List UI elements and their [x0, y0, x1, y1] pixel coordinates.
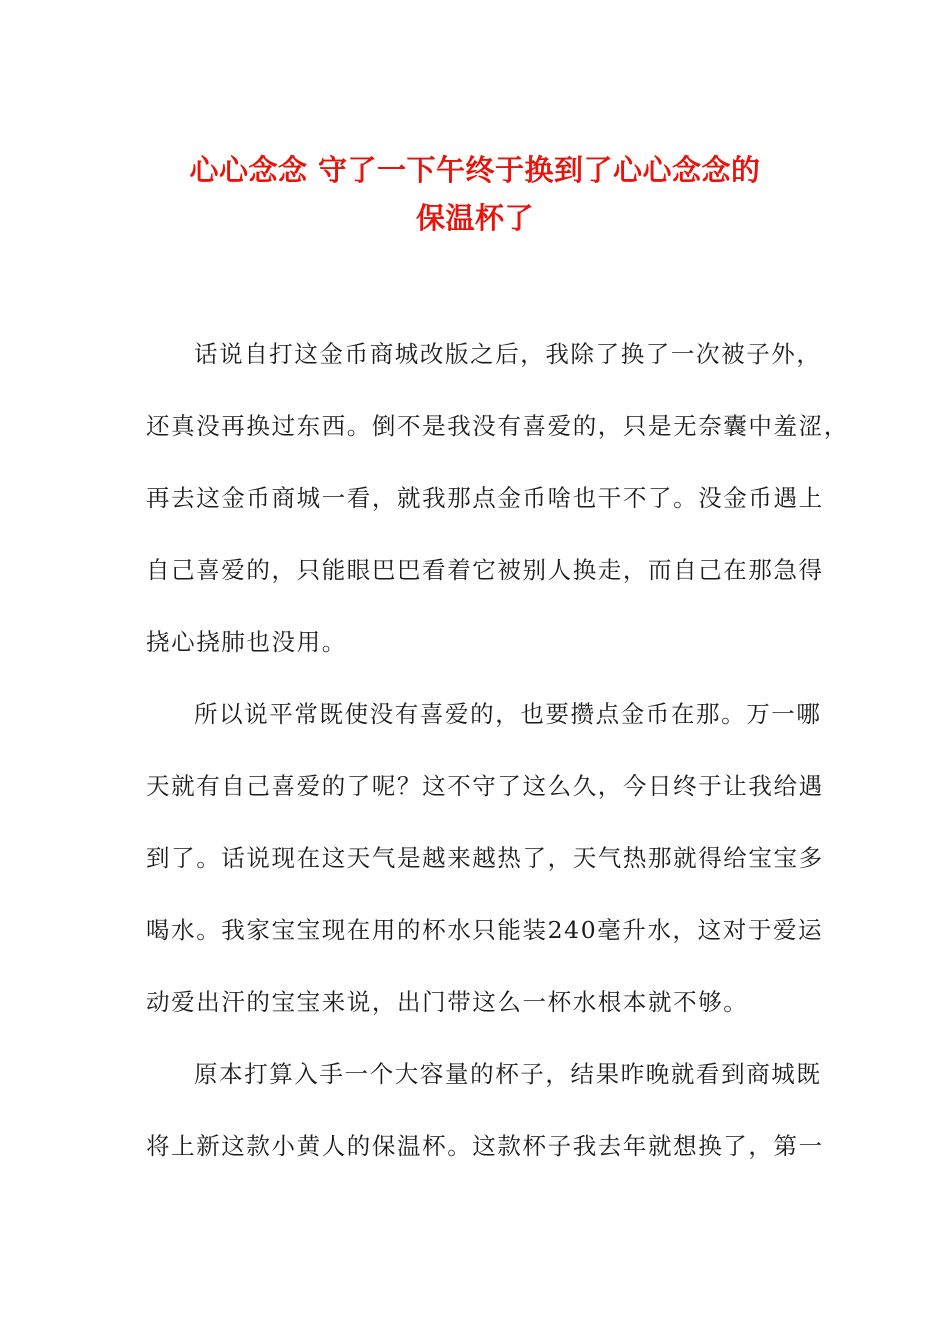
title-line-2: 保温杯了: [415, 201, 534, 235]
paragraph-2: [146, 688, 824, 1028]
document-body: [146, 328, 849, 1192]
paragraph-1: [146, 328, 849, 668]
paragraph-3: [146, 1048, 824, 1172]
paragraph-line: 喝水。我家宝宝现在用的杯水只能装240毫升水，这对于爱运: [146, 916, 824, 944]
title-line-1: 心心念念 守了一下午终于换到了心心念念的: [189, 153, 761, 187]
paragraph-line: 自己喜爱的，只能眼巴巴看着它被别人换走，而自己在那急得: [146, 556, 824, 584]
paragraph-line: 天就有自己喜爱的了呢？这不守了这么久，今日终于让我给遇: [146, 772, 824, 800]
paragraph-line: 将上新这款小黄人的保温杯。这款杯子我去年就想换了，第一: [146, 1132, 824, 1160]
paragraph-line: 动爱出汗的宝宝来说，出门带这么一杯水根本就不够。: [146, 988, 749, 1016]
paragraph-line: 话说自打这金币商城改版之后，我除了换了一次被子外，: [194, 340, 822, 368]
paragraph-line: 所以说平常既使没有喜爱的，也要攒点金币在那。万一哪: [194, 700, 822, 728]
document-title: [120, 146, 830, 242]
paragraph-line: 到了。话说现在这天气是越来越热了，天气热那就得给宝宝多: [146, 844, 824, 872]
paragraph-line: 原本打算入手一个大容量的杯子，结果昨晚就看到商城既: [194, 1060, 822, 1088]
paragraph-line: 再去这金币商城一看，就我那点金币啥也干不了。没金币遇上: [146, 484, 824, 512]
paragraph-line: 还真没再换过东西。倒不是我没有喜爱的，只是无奈囊中羞涩，: [146, 412, 849, 440]
paragraph-line: 挠心挠肺也没用。: [146, 628, 347, 656]
